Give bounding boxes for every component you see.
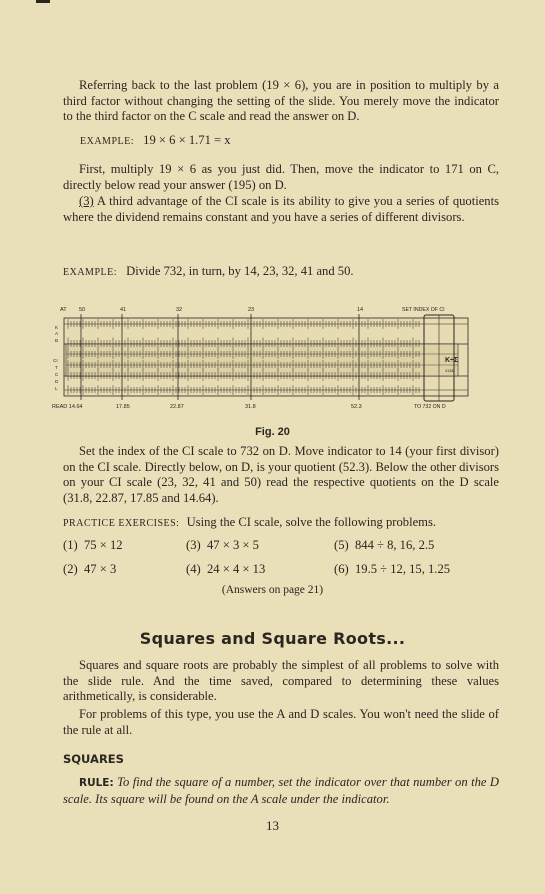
paragraph-squares-intro bbox=[63, 658, 499, 705]
paragraph-text: For problems of this type, you use the A and D scales. You won't need the slide of the rule at all. bbox=[63, 707, 499, 737]
rule-slide bbox=[66, 344, 458, 376]
scale-l: L bbox=[55, 386, 58, 391]
rule-paragraph bbox=[63, 775, 499, 807]
example-label: EXAMPLE: bbox=[80, 136, 134, 147]
scale-c: C bbox=[55, 372, 59, 377]
rule-text: To find the square of a number, set the indicator over that number on the D scale. Its square will be found on the A scale under the indicator. bbox=[63, 775, 499, 806]
label-at: AT bbox=[60, 307, 67, 313]
paragraph-ci-advantage bbox=[63, 194, 499, 225]
label-23: 23 bbox=[248, 307, 255, 313]
example-expression: Divide 732, in turn, by 14, 23, 32, 41 and 50. bbox=[126, 264, 354, 278]
label-32: 32 bbox=[176, 307, 183, 313]
example-label: EXAMPLE: bbox=[63, 267, 117, 278]
paragraph-text: Set the index of the CI scale to 732 on D. Move indicator to 14 (your first divisor) on the CI scale. Directly below, on D, is your quotient (52.3). Below the other divisors on your CI scale (23, 32, 41 and 50) read the respective quotients on the D scale (31.8, 22.87, 17.85 and 14.64). bbox=[63, 444, 499, 505]
scale-letters bbox=[53, 325, 59, 391]
practice-label: PRACTICE EXERCISES: bbox=[63, 518, 180, 529]
top-edge-mark bbox=[36, 0, 50, 3]
exercise-item bbox=[186, 562, 265, 577]
exercise-number: (6) bbox=[334, 562, 349, 576]
label-523: 52.3 bbox=[351, 404, 362, 410]
exercise-expression: 24 × 4 × 13 bbox=[206, 562, 266, 576]
exercise-item bbox=[334, 538, 434, 553]
exercise-item bbox=[63, 562, 116, 577]
scale-a: A bbox=[55, 331, 59, 336]
label-14: 14 bbox=[357, 307, 364, 313]
example-expression: 19 × 6 × 1.71 = x bbox=[143, 133, 231, 147]
exercise-item bbox=[186, 538, 259, 553]
exercise-expression: 19.5 ÷ 12, 15, 1.25 bbox=[354, 562, 451, 576]
paragraph-text: Squares and square roots are probably the simplest of all problems to solve with the slide rule. And the time saved, compared to determining these values arithmetically, is considerable. bbox=[63, 658, 499, 704]
example-2 bbox=[63, 264, 354, 279]
small-number: 4138 bbox=[445, 369, 454, 373]
label-2287: 22.87 bbox=[170, 404, 184, 410]
exercise-expression: 844 ÷ 8, 16, 2.5 bbox=[354, 538, 435, 552]
exercise-number: (3) bbox=[186, 538, 201, 552]
scale-k: K bbox=[55, 325, 59, 330]
page-number: 13 bbox=[266, 818, 279, 833]
scale-b: B bbox=[55, 338, 59, 343]
label-1785: 17.85 bbox=[116, 404, 130, 410]
squares-subheading: SQUARES bbox=[63, 752, 124, 766]
exercise-expression: 47 × 3 bbox=[83, 562, 117, 576]
exercise-number: (5) bbox=[334, 538, 349, 552]
answers-note: (Answers on page 21) bbox=[221, 584, 324, 596]
rule-label: RULE: bbox=[79, 777, 114, 789]
section-heading: Squares and Square Roots... bbox=[139, 629, 406, 648]
scale-ci: CI bbox=[53, 358, 58, 363]
exercise-item bbox=[334, 562, 450, 577]
paragraph-third-factor bbox=[63, 78, 499, 125]
exercise-number: (4) bbox=[186, 562, 201, 576]
paragraph-text: First, multiply 19 × 6 as you just did. Then, move the indicator to 171 on C, directly below read your answer (195) on D. bbox=[63, 162, 499, 192]
k-sigma-label: K÷Σ bbox=[445, 357, 459, 364]
label-50: 50 bbox=[79, 307, 86, 313]
label-read: READ 14.64 bbox=[52, 404, 83, 410]
label-318: 31.8 bbox=[245, 404, 256, 410]
exercise-number: (2) bbox=[63, 562, 78, 576]
label-to-732: TO 732 ON D bbox=[414, 404, 446, 410]
paragraph-multiply-steps bbox=[63, 162, 499, 193]
slide-rule-figure bbox=[52, 302, 474, 414]
exercise-expression: 47 × 3 × 5 bbox=[206, 538, 259, 552]
scale-t: T bbox=[55, 365, 58, 370]
paragraph-text: A third advantage of the CI scale is its ability to give you a series of quotients where the dividend remains constant and you have a series of different divisors. bbox=[63, 194, 499, 224]
scale-d: D bbox=[55, 379, 59, 384]
figure-caption: Fig. 20 bbox=[255, 426, 290, 438]
practice-text: Using the CI scale, solve the following problems. bbox=[186, 515, 437, 529]
exercise-expression: 75 × 12 bbox=[83, 538, 123, 552]
practice-exercises-intro bbox=[63, 515, 436, 530]
example-1 bbox=[80, 133, 231, 148]
exercise-item bbox=[63, 538, 123, 553]
paragraph-a-d-scales bbox=[63, 707, 499, 738]
paragraph-text: Referring back to the last problem (19 × 6), you are in position to multiply by a third factor without changing the setting of the slide. You merely move the indicator to the third factor on the C scale and read the answer on D. bbox=[63, 78, 499, 124]
label-41: 41 bbox=[120, 307, 127, 313]
item-number: (3) bbox=[79, 194, 94, 208]
exercise-number: (1) bbox=[63, 538, 78, 552]
label-set-index: SET INDEX OF CI bbox=[402, 307, 445, 313]
paragraph-set-index bbox=[63, 444, 499, 506]
